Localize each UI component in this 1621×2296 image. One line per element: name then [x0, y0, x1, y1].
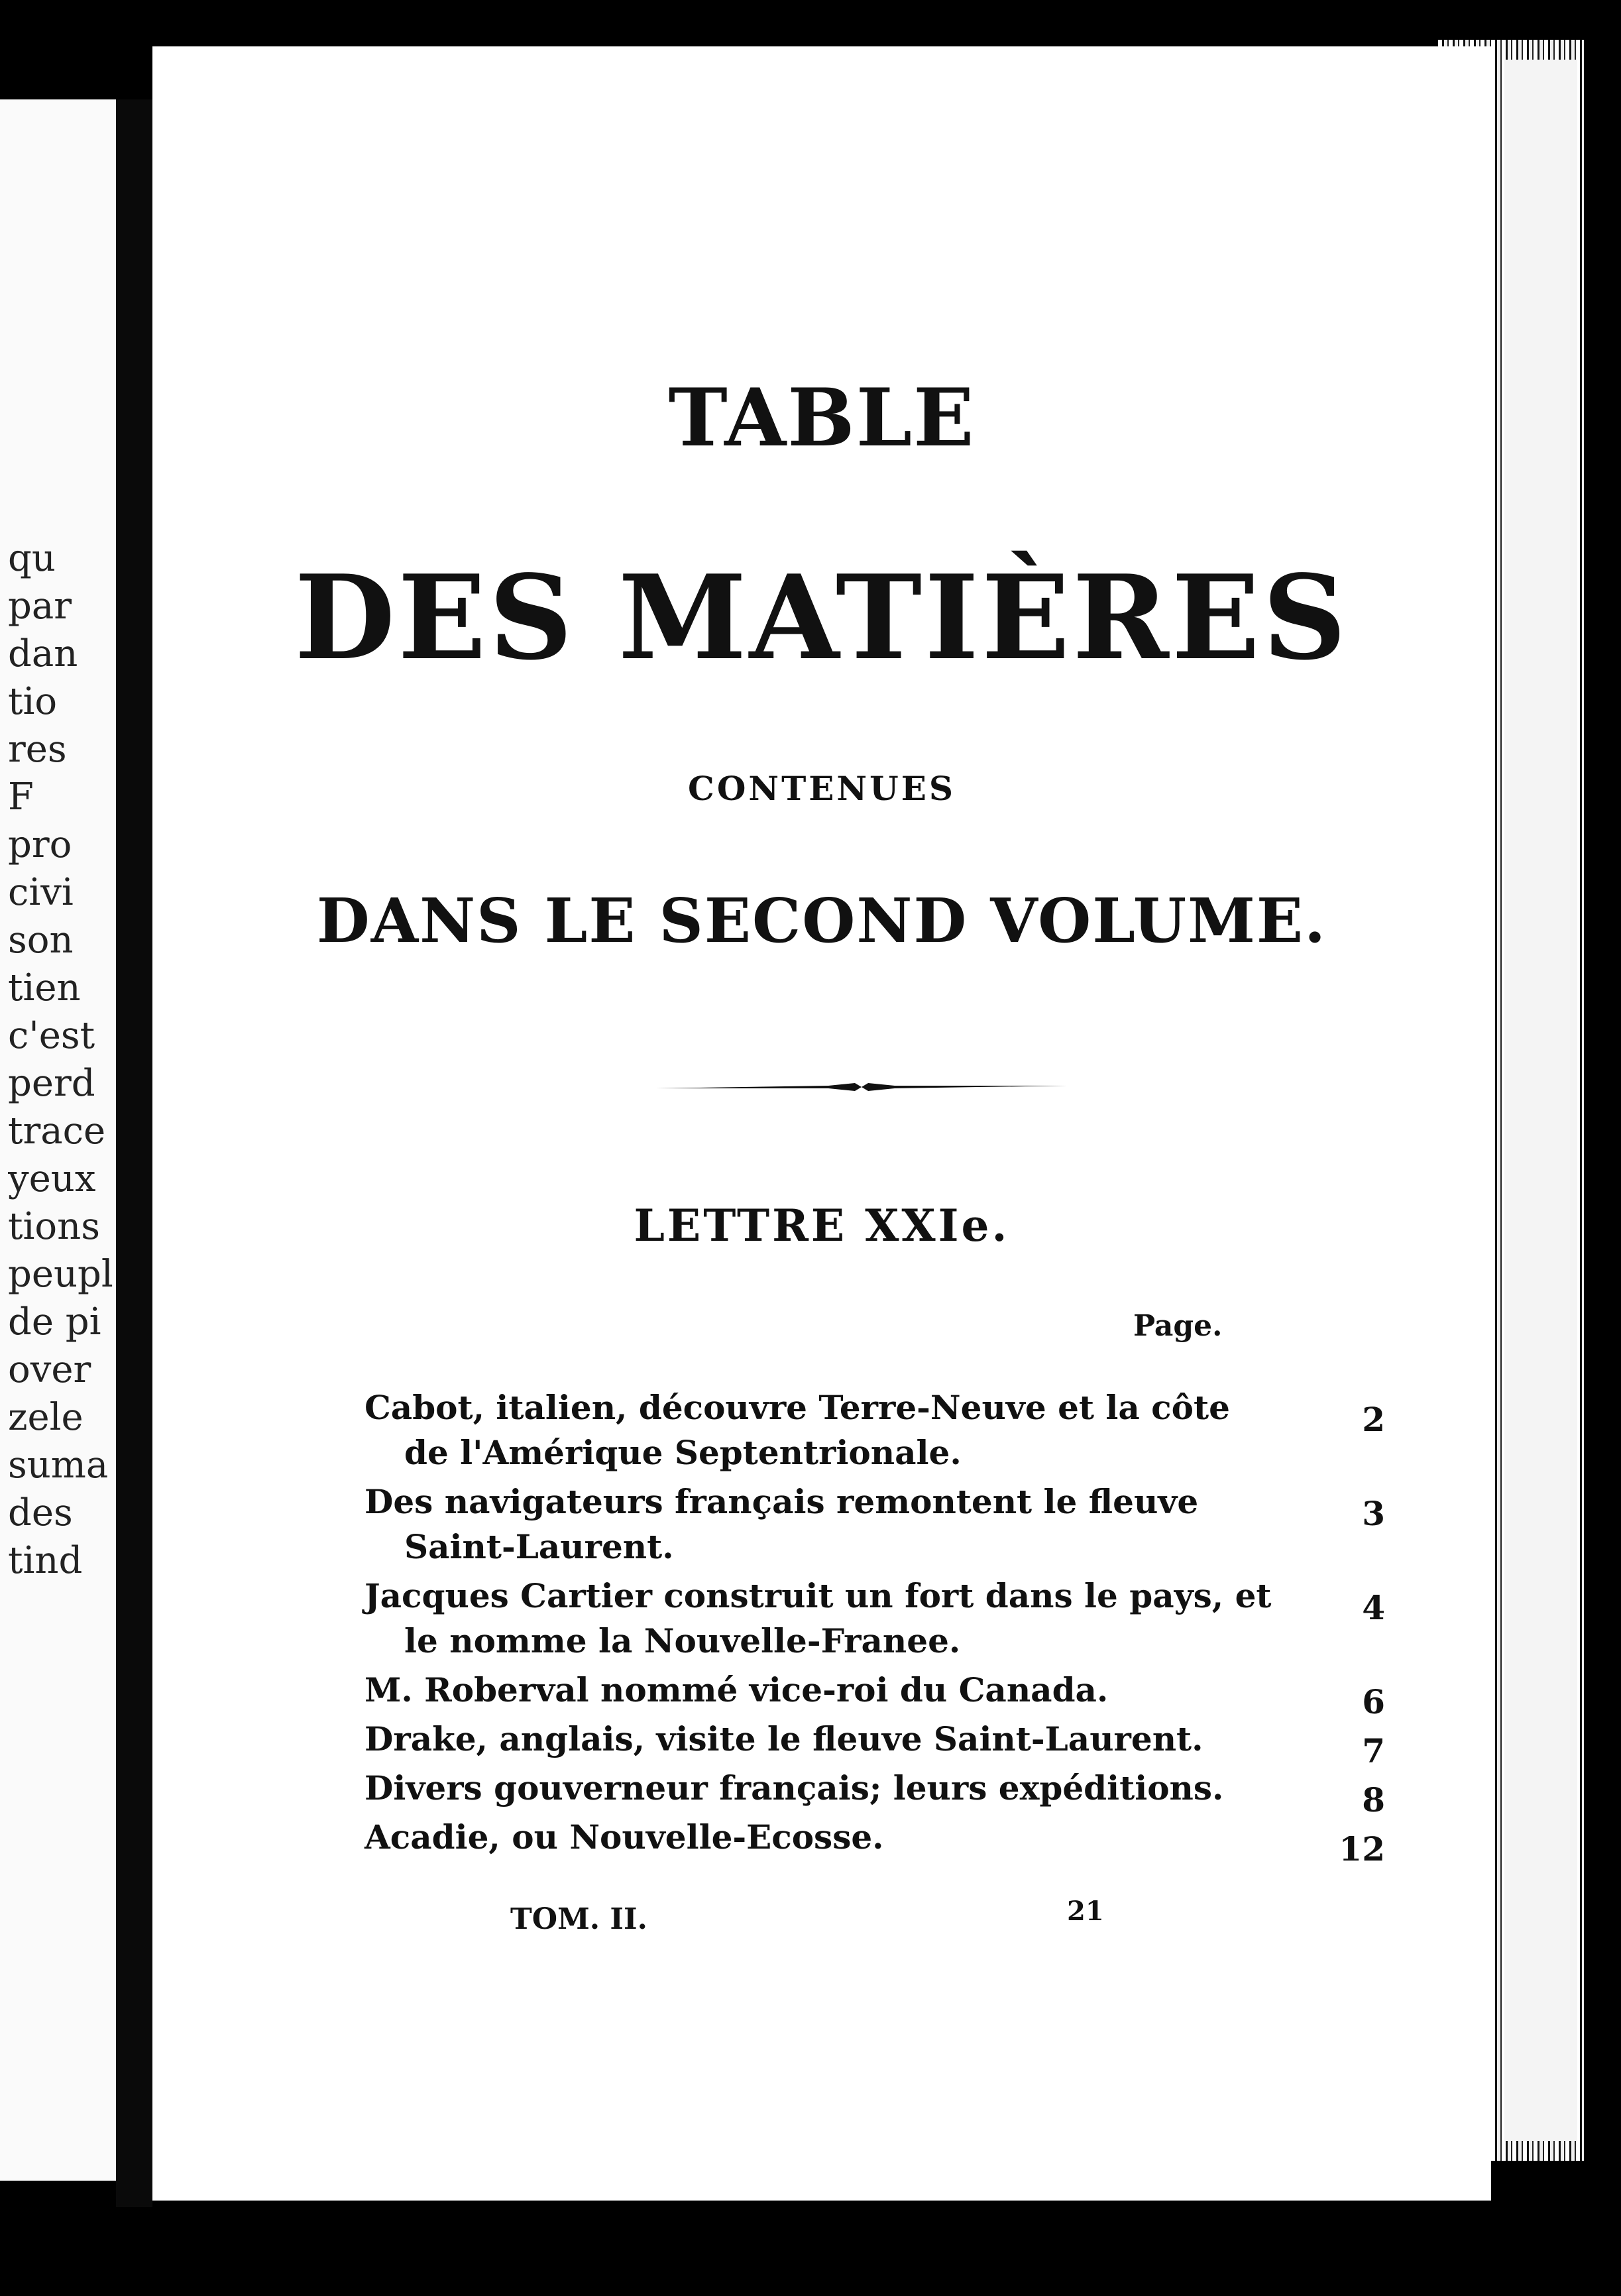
toc-page-number: 4 — [1362, 1588, 1385, 1627]
toc-entry-line: M. Roberval nommé vice-roi du Canada. — [364, 1670, 1109, 1709]
left-page-text-fragment: tio — [8, 680, 58, 723]
left-page-text-fragment: res — [8, 728, 67, 771]
toc-entry-line: Divers gouverneur français; leurs expéditions. — [364, 1768, 1224, 1808]
toc-entry — [364, 1385, 1385, 1475]
title-des-matieres: DES MATIÈRES — [294, 550, 1349, 686]
ornament-divider — [656, 1080, 1067, 1094]
toc-page-number: 8 — [1362, 1780, 1385, 1819]
toc-entry — [364, 1717, 1385, 1770]
toc-entry-text — [364, 1668, 1306, 1713]
toc-entry-text — [364, 1385, 1306, 1475]
toc-entry — [364, 1815, 1385, 1868]
toc-page-number: 2 — [1362, 1400, 1385, 1439]
toc-entry-text — [364, 1815, 1306, 1860]
left-page-text-fragment: pro — [8, 823, 72, 866]
letter-heading: LETTRE XXIe. — [634, 1200, 1010, 1251]
signature-mark: 21 — [1067, 1896, 1104, 1927]
toc-entry-text — [364, 1479, 1306, 1570]
toc-entry-line: Jacques Cartier construit un fort dans le pays, et — [364, 1576, 1272, 1615]
toc-entry-continuation: le nomme la Nouvelle-Franee. — [404, 1621, 961, 1660]
toc-entry — [364, 1766, 1385, 1819]
left-page-fragment — [0, 99, 116, 2181]
left-page-text-fragment: tien — [8, 966, 81, 1009]
toc-entry — [364, 1668, 1385, 1721]
left-page-text-fragment: tind — [8, 1539, 83, 1582]
left-page-text-fragment: over — [8, 1348, 91, 1391]
left-page-text-fragment: suma — [8, 1444, 109, 1487]
left-page-text-fragment: qu — [8, 537, 56, 580]
toc-entry-line: Acadie, ou Nouvelle-Ecosse. — [364, 1817, 884, 1857]
tome-label: TOM. II. — [510, 1902, 647, 1936]
page-column-label: Page. — [1133, 1309, 1223, 1343]
page-edges-light — [1504, 60, 1577, 2141]
toc-entry-line: Des navigateurs français remontent le fleuve — [364, 1482, 1199, 1521]
left-page-text-fragment: peupl — [8, 1253, 113, 1296]
title-second-volume: DANS LE SECOND VOLUME. — [316, 885, 1327, 956]
document-page — [152, 46, 1491, 2201]
toc-entry — [364, 1574, 1385, 1664]
left-page-text-fragment: des — [8, 1491, 73, 1534]
left-page-text-fragment: perd — [8, 1062, 95, 1105]
left-page-text-fragment: trace — [8, 1110, 106, 1153]
toc-page-number: 12 — [1339, 1829, 1385, 1868]
left-page-text-fragment: civi — [8, 871, 74, 914]
toc-entry-text — [364, 1717, 1306, 1762]
left-page-text-fragment: dan — [8, 632, 78, 675]
toc-entry-text — [364, 1574, 1306, 1664]
toc-entry-line: Drake, anglais, visite le fleuve Saint-Laurent. — [364, 1719, 1203, 1758]
toc-entry-line: Cabot, italien, découvre Terre-Neuve et la côte — [364, 1388, 1230, 1427]
left-page-text-fragment: c'est — [8, 1014, 95, 1057]
left-page-text-fragment: par — [8, 585, 72, 628]
left-page-text-fragment: tions — [8, 1205, 100, 1248]
left-page-text-fragment: son — [8, 919, 74, 962]
toc-page-number: 3 — [1362, 1494, 1385, 1533]
toc-entry-continuation: de l'Amérique Septentrionale. — [404, 1433, 962, 1472]
left-page-text-fragment: de pi — [8, 1300, 101, 1344]
left-page-text-fragment: zele — [8, 1396, 84, 1439]
toc-page-number: 7 — [1362, 1731, 1385, 1770]
left-page-text-fragment: F — [8, 775, 34, 819]
toc-page-number: 6 — [1362, 1682, 1385, 1721]
book-spine — [116, 99, 152, 2207]
toc-entry — [364, 1479, 1385, 1570]
title-table: TABLE — [668, 371, 976, 465]
title-contenues: CONTENUES — [688, 769, 956, 808]
toc-entry-text — [364, 1766, 1306, 1811]
left-page-text-fragment: yeux — [8, 1157, 96, 1200]
table-of-contents — [364, 1385, 1385, 1868]
toc-entry-continuation: Saint-Laurent. — [404, 1527, 674, 1566]
